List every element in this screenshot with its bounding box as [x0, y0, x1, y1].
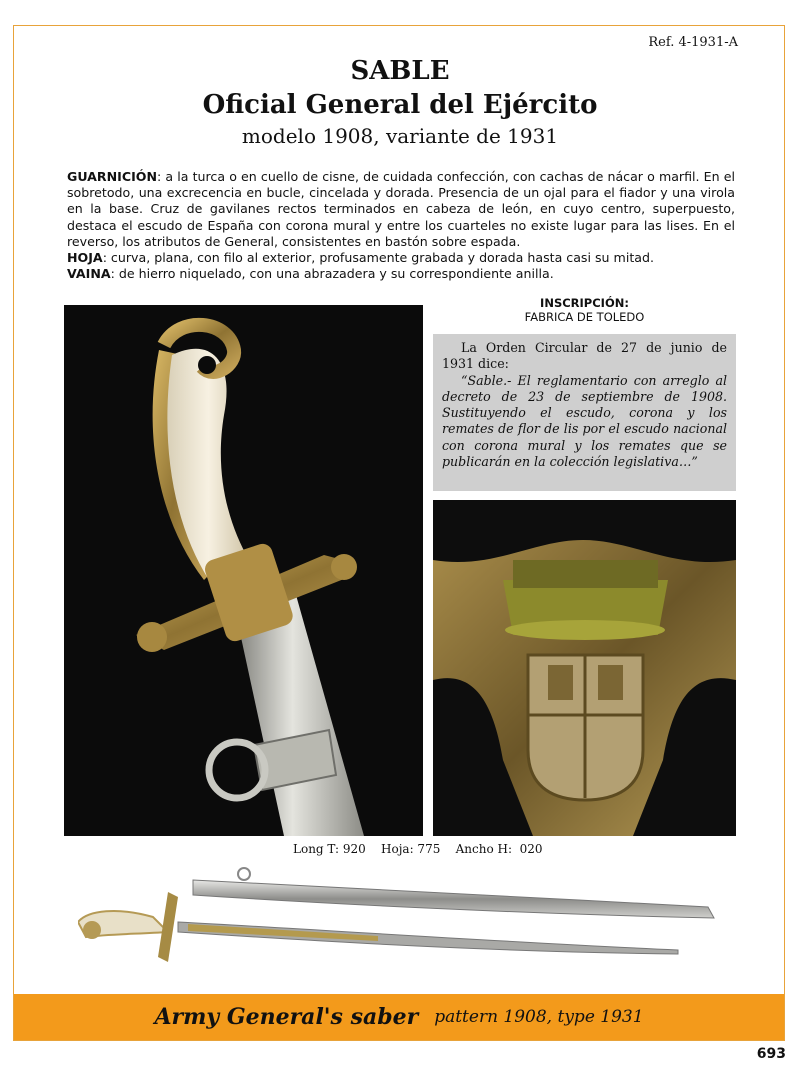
full-saber-photo: [78, 862, 720, 970]
inscription-heading: INSCRIPCIÓN:: [540, 296, 629, 310]
dimensions: Long T: 920 Hoja: 775 Ancho H: 020: [293, 842, 543, 856]
page-title: SABLE: [350, 56, 450, 86]
page-subtitle: modelo 1908, variante de 1931: [241, 124, 559, 148]
quote-intro: La Orden Circular de 27 de junio de 1931 dice:: [442, 340, 727, 372]
page-title-line2: Oficial General del Ejército: [202, 90, 598, 120]
page-number: 693: [756, 1046, 786, 1062]
vaina-text: : de hierro niquelado, con una abrazadera y su correspondiente anilla.: [110, 266, 554, 282]
vaina-label: VAINA: [67, 266, 111, 282]
guarnicion-text: : a la turca o en cuello de cisne, de cuidada confección, con cachas de nácar o marfil. En el sobretodo, una excrecencia en bucle, cincelada y dorada. Presencia de un ojal para el fiador y una virola en la base. Cruz de gavilanes rectos terminados en cabeza de león, en cuyo centro, superpuesto, destaca el escudo de España con corona mural y entre los cuarteles no existe lugar para las lises. En el reverso, los atributos de General, consistentes en bastón sobre espada.: [67, 169, 735, 249]
banner-subtitle: pattern 1908, type 1931: [434, 1007, 644, 1027]
inscription-text: FABRICA DE TOLEDO: [524, 310, 645, 324]
crest-detail-photo: [433, 500, 736, 836]
quote-box: [433, 334, 736, 491]
inscription: [433, 296, 736, 324]
hilt-photo: [64, 305, 423, 836]
english-title-banner: [14, 994, 784, 1040]
guarnicion-label: GUARNICIÓN: [67, 169, 158, 184]
hoja-label: HOJA: [67, 250, 103, 266]
quote-text: “Sable.- El reglamentario con arreglo al decreto de 23 de septiembre de 1908. Sustituyendo el escudo, corona y los remates de flor de lis por el escudo nacional con corona mural y los remates que se publicarán en la colección legislativa…”: [442, 372, 727, 470]
reference-number: Ref. 4-1931-A: [648, 35, 738, 50]
hoja-text: : curva, plana, con filo al exterior, profusamente grabada y dorada hasta casi su mitad.: [102, 250, 654, 266]
description-block: [67, 169, 735, 282]
banner-main-title: Army General's saber: [154, 1004, 419, 1030]
